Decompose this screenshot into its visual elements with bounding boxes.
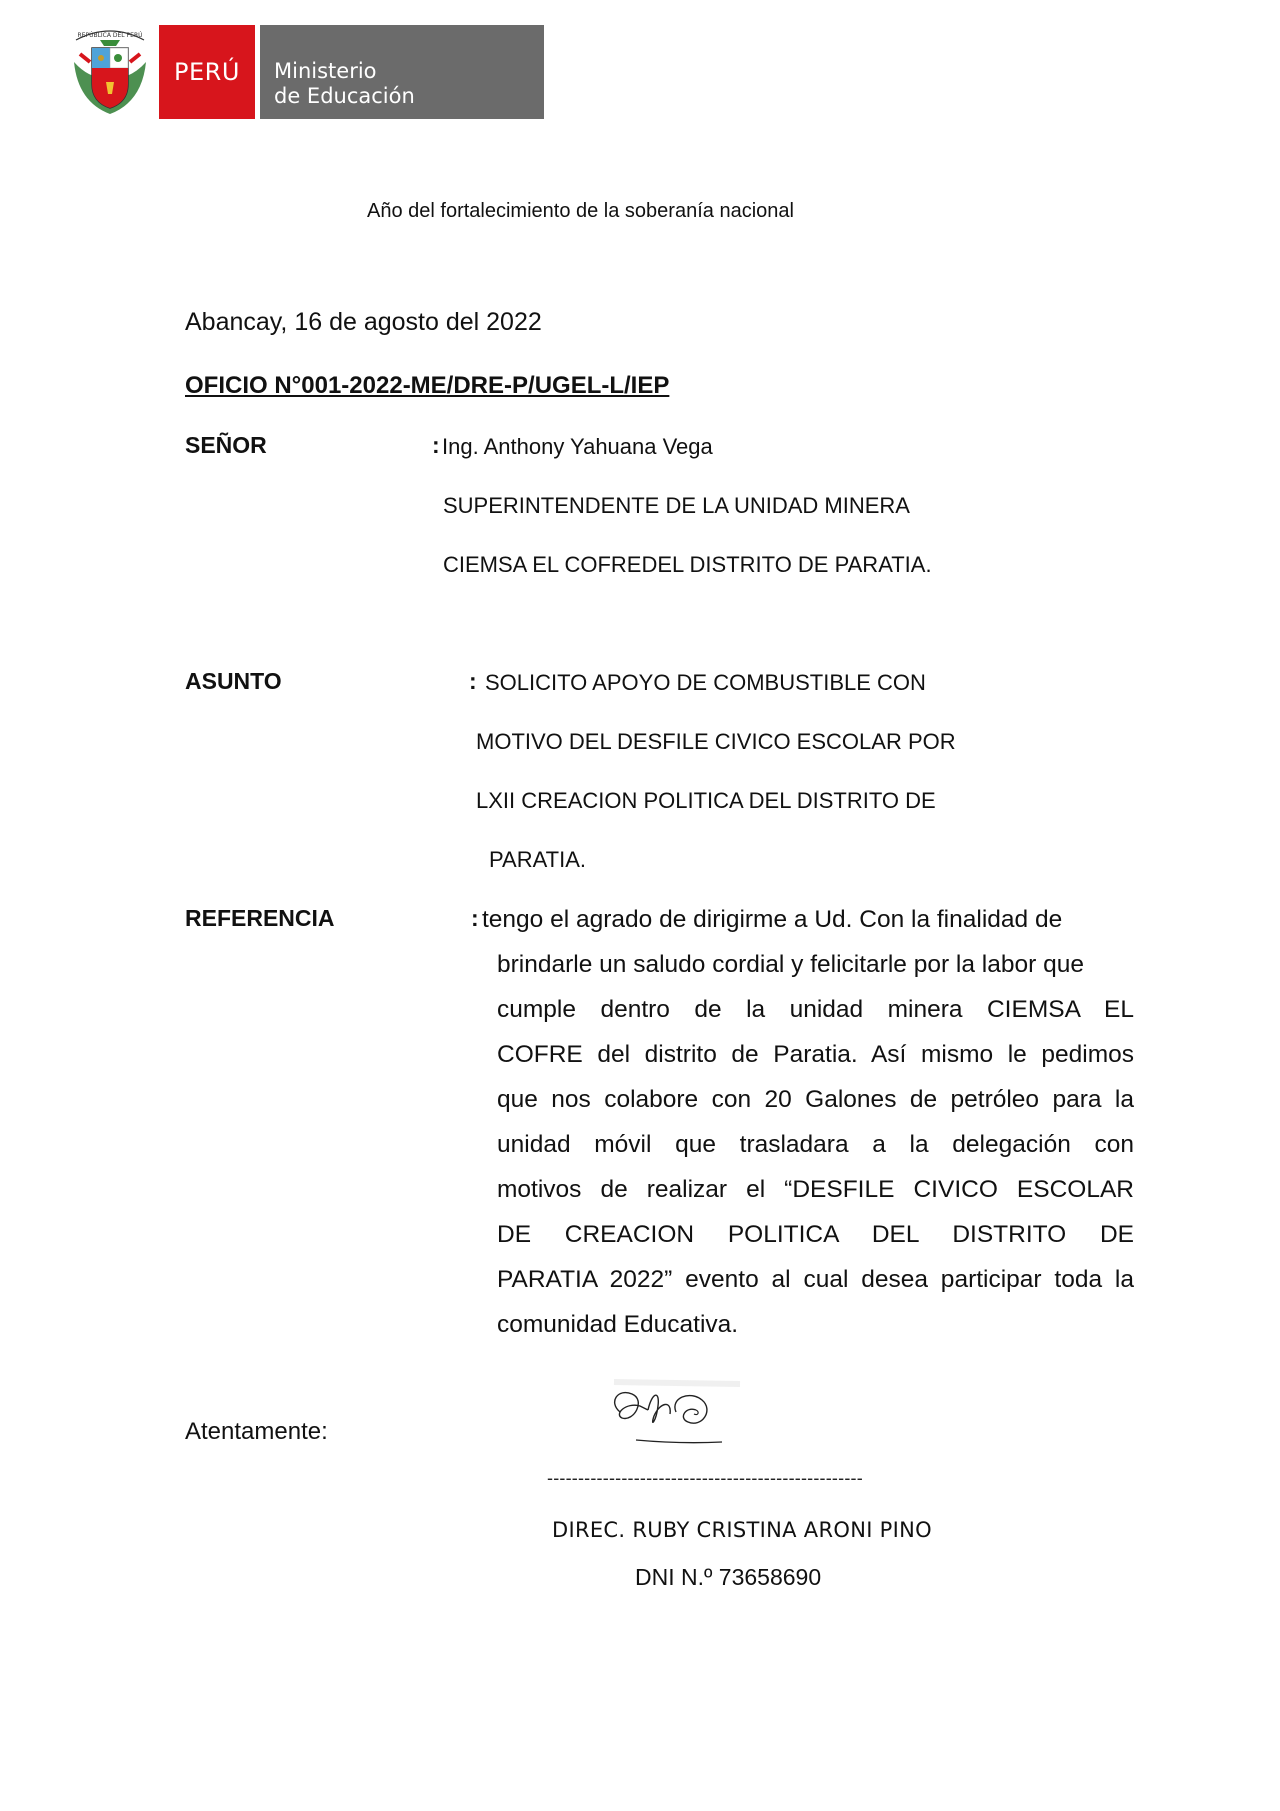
recipient-colon: :	[432, 432, 440, 458]
reference-line: que nos colabore con 20 Galones de petróleo para la	[497, 1086, 1134, 1113]
signature-line: ---------------------------------------------------	[547, 1468, 863, 1488]
svg-text:REPÚBLICA DEL PERÚ: REPÚBLICA DEL PERÚ	[77, 32, 143, 39]
recipient-name: Ing. Anthony Yahuana Vega	[442, 434, 713, 459]
reference-line: cumple dentro de la unidad minera CIEMSA EL	[497, 996, 1134, 1023]
coat-of-arms-icon	[70, 22, 150, 118]
subject-line-2: MOTIVO DEL DESFILE CIVICO ESCOLAR POR	[476, 729, 956, 754]
recipient-organization: CIEMSA EL COFREDEL DISTRITO DE PARATIA.	[443, 552, 932, 577]
year-motto: Año del fortalecimiento de la soberanía nacional	[367, 200, 794, 222]
ministry-line-2: de Educación	[274, 84, 415, 108]
city-date: Abancay, 16 de agosto del 2022	[185, 308, 542, 336]
handwritten-signature-icon	[590, 1372, 760, 1448]
reference-colon: :	[471, 905, 479, 931]
subject-line-3: LXII CREACION POLITICA DEL DISTRITO DE	[476, 788, 936, 813]
subject-line-1: SOLICITO APOYO DE COMBUSTIBLE CON	[485, 670, 926, 695]
reference-line: motivos de realizar el “DESFILE CIVICO ESCOLAR	[497, 1176, 1134, 1203]
reference-line: comunidad Educativa.	[497, 1311, 739, 1338]
subject-label: ASUNTO	[185, 668, 282, 694]
reference-line: brindarle un saludo cordial y felicitarle por la labor que	[497, 951, 1084, 978]
peru-brand-block	[159, 25, 255, 119]
reference-line: DE CREACION POLITICA DEL DISTRITO DE	[497, 1221, 1134, 1248]
recipient-title: SUPERINTENDENTE DE LA UNIDAD MINERA	[443, 493, 910, 518]
ministry-line-1: Ministerio	[274, 59, 377, 83]
recipient-label: SEÑOR	[185, 432, 267, 458]
reference-line: tengo el agrado de dirigirme a Ud. Con la finalidad de	[482, 906, 1063, 933]
reference-paragraph	[482, 897, 1134, 1347]
signer-name: DIREC. RUBY CRISTINA ARONI PINO	[552, 1518, 932, 1542]
reference-line: unidad móvil que trasladara a la delegación con	[497, 1131, 1134, 1158]
country-label: PERÚ	[174, 58, 240, 86]
closing: Atentamente:	[185, 1418, 328, 1445]
subject-colon: :	[469, 668, 477, 694]
oficio-number: OFICIO N°001-2022-ME/DRE-P/UGEL-L/IEP	[185, 372, 670, 399]
ministry-brand-block	[260, 25, 544, 119]
reference-line: PARATIA 2022” evento al cual desea participar toda la	[497, 1266, 1134, 1293]
signer-dni: DNI N.º 73658690	[635, 1564, 822, 1590]
reference-label: REFERENCIA	[185, 905, 335, 931]
subject-line-4: PARATIA.	[489, 847, 586, 872]
reference-line: COFRE del distrito de Paratia. Así mismo le pedimos	[497, 1041, 1134, 1068]
